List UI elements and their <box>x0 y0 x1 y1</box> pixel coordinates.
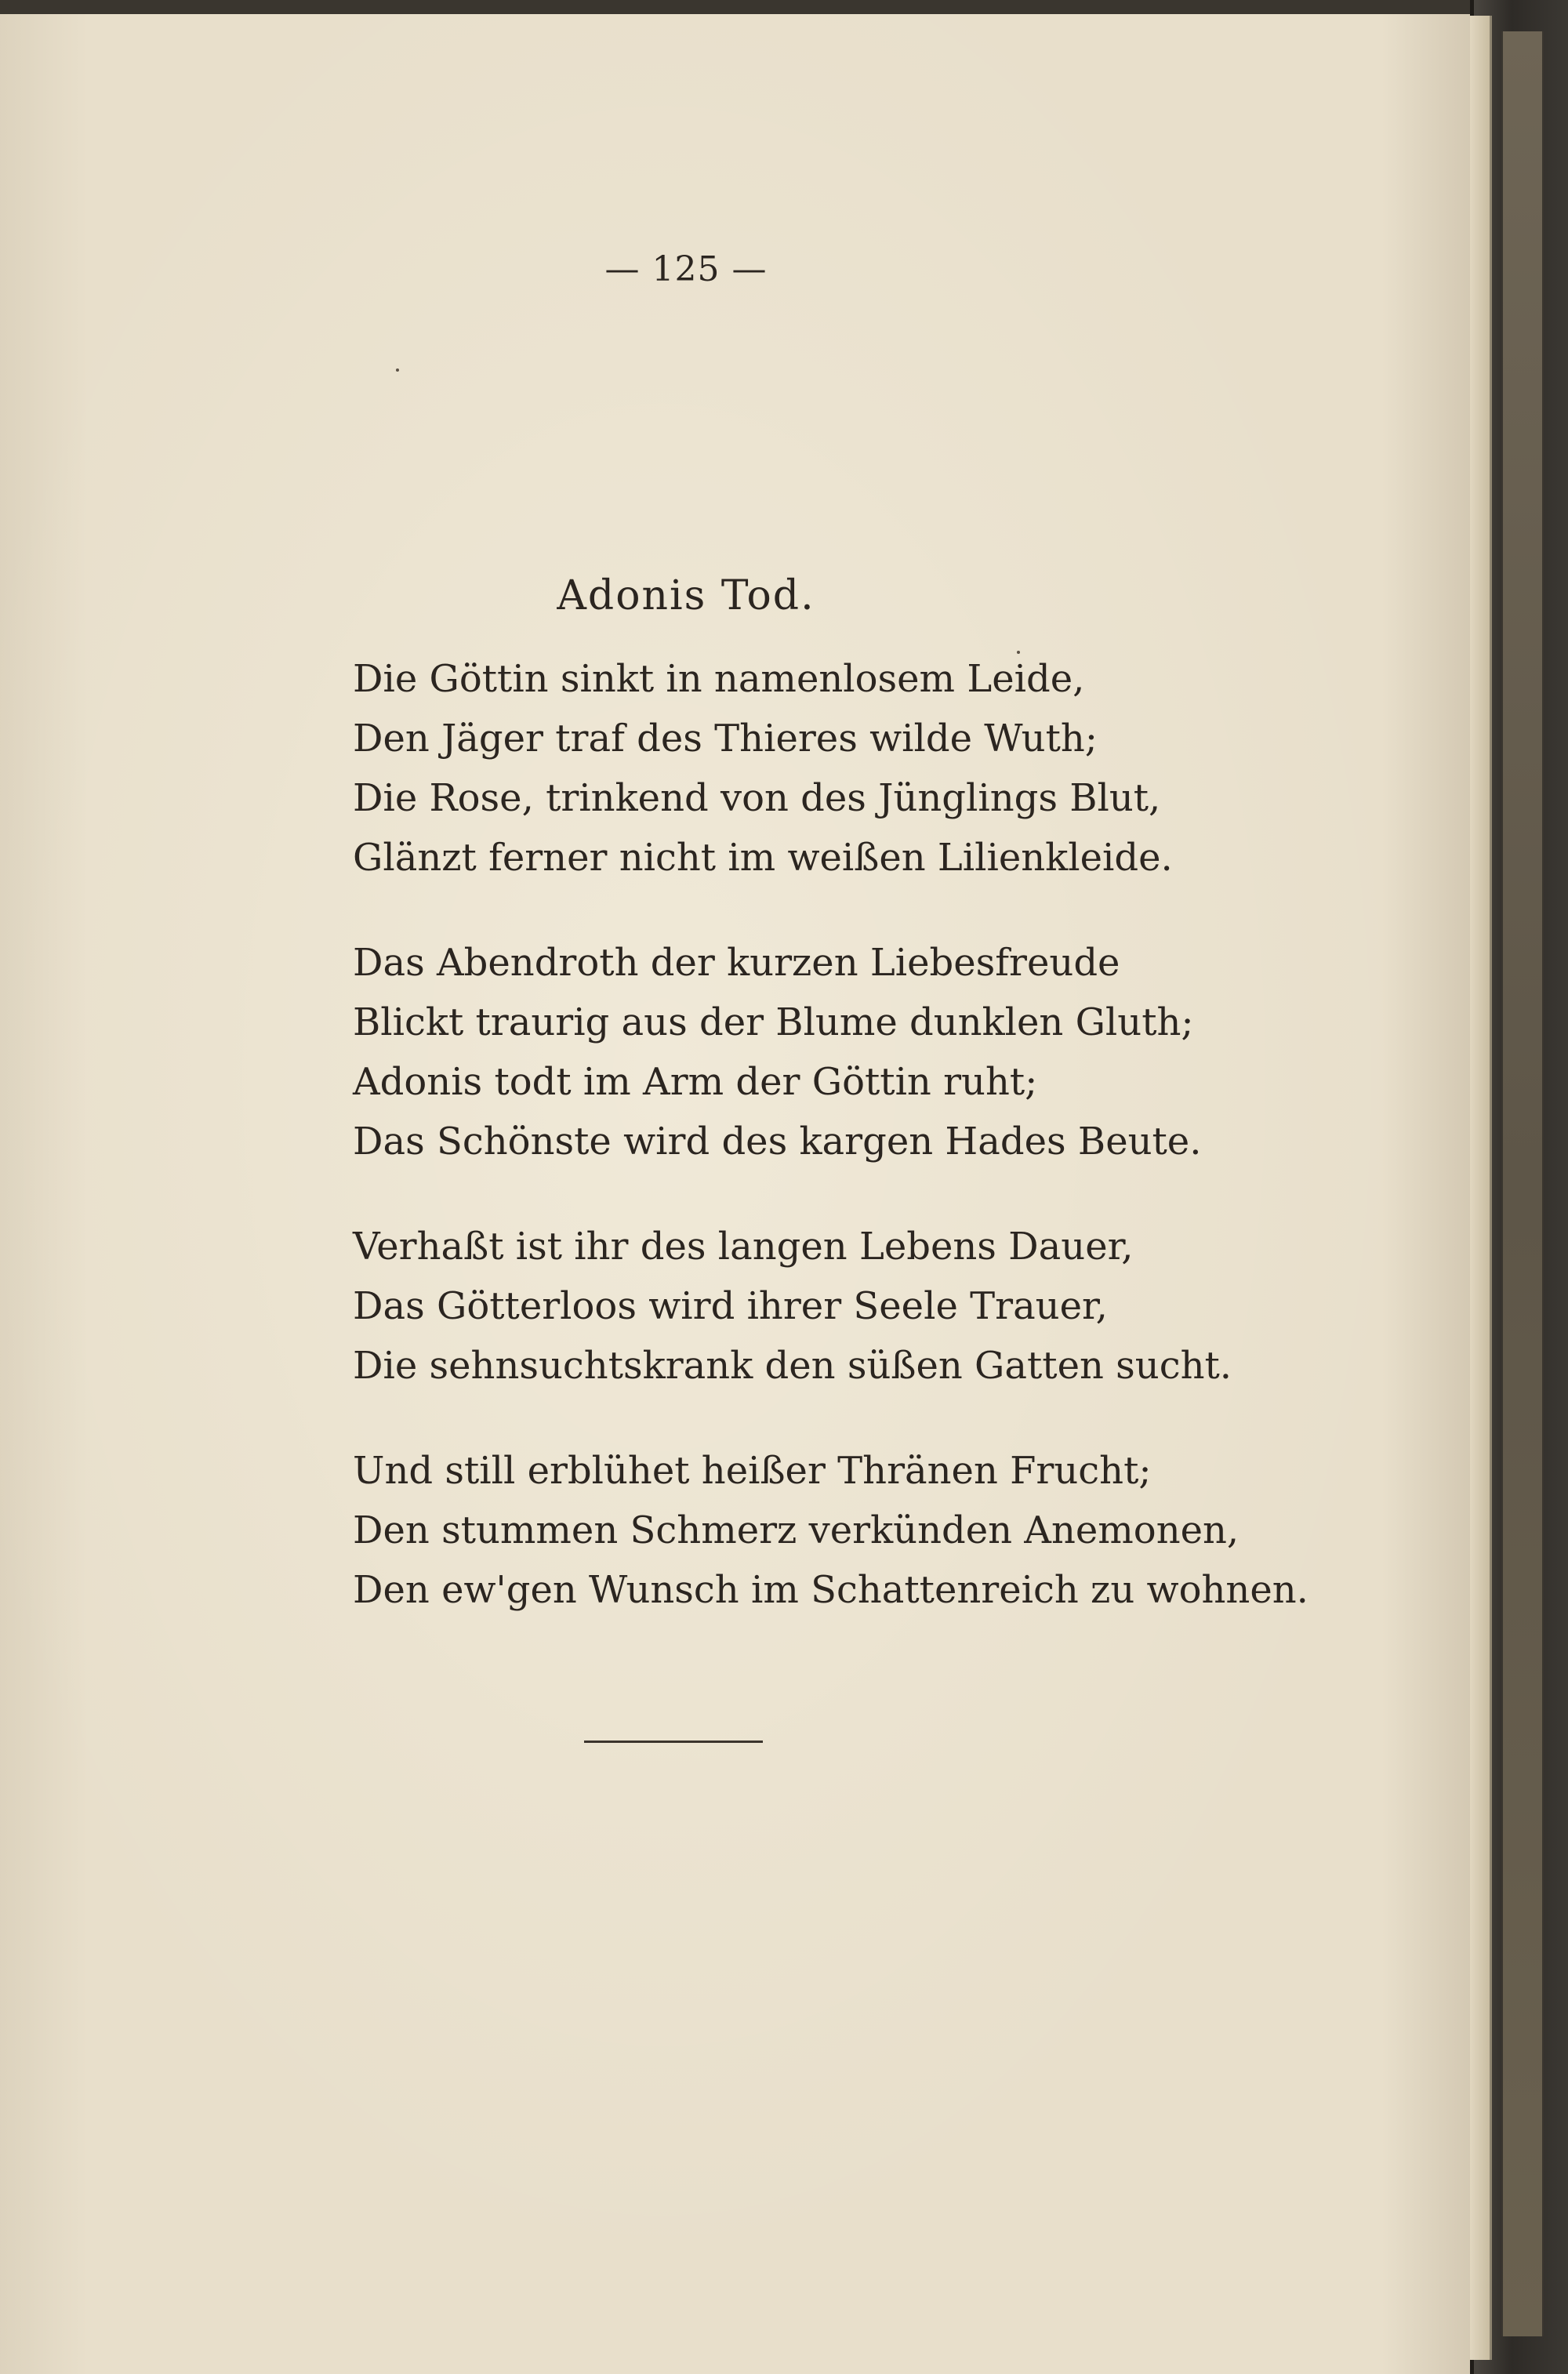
cover-spine-strip <box>1501 31 1544 2336</box>
stanza-4 <box>353 1441 1308 1620</box>
poem-line: Den stummen Schmerz verkünden Anemonen, <box>353 1508 1240 1552</box>
poem-line: Den ew'gen Wunsch im Schattenreich zu wohnen. <box>353 1568 1308 1612</box>
stanza-2 <box>353 933 1294 1171</box>
poem-line: Verhaßt ist ihr des langen Lebens Dauer, <box>353 1225 1134 1269</box>
poem-line: Den Jäger traf des Thieres wilde Wuth; <box>353 717 1098 760</box>
end-rule-divider <box>584 1741 763 1743</box>
stanza-3 <box>353 1217 1294 1396</box>
page-number: — 125 — <box>604 249 768 289</box>
poem-line: Das Schönste wird des kargen Hades Beute. <box>353 1120 1202 1163</box>
poem-line: Die sehnsuchtskrank den süßen Gatten sucht. <box>353 1344 1232 1388</box>
poem-line: Die Göttin sinkt in namenlosem Leide, <box>353 657 1085 701</box>
paper-speck <box>396 368 399 372</box>
poem-line: Das Götterloos wird ihrer Seele Trauer, <box>353 1284 1108 1328</box>
poem-line: Adonis todt im Arm der Göttin ruht; <box>353 1060 1038 1104</box>
poem-body <box>353 649 1308 1665</box>
poem-line: Die Rose, trinkend von des Jünglings Blut, <box>353 776 1161 820</box>
poem-title: Adonis Tod. <box>557 572 815 619</box>
poem-line: Blickt traurig aus der Blume dunklen Gluth; <box>353 1000 1194 1044</box>
paper-speck <box>1017 651 1020 654</box>
stanza-1 <box>353 649 1294 888</box>
poem-line: Und still erblühet heißer Thränen Frucht; <box>353 1449 1152 1493</box>
poem-line: Glänzt ferner nicht im weißen Lilienkleide. <box>353 836 1173 880</box>
poem-line: Das Abendroth der kurzen Liebesfreude <box>353 941 1120 985</box>
